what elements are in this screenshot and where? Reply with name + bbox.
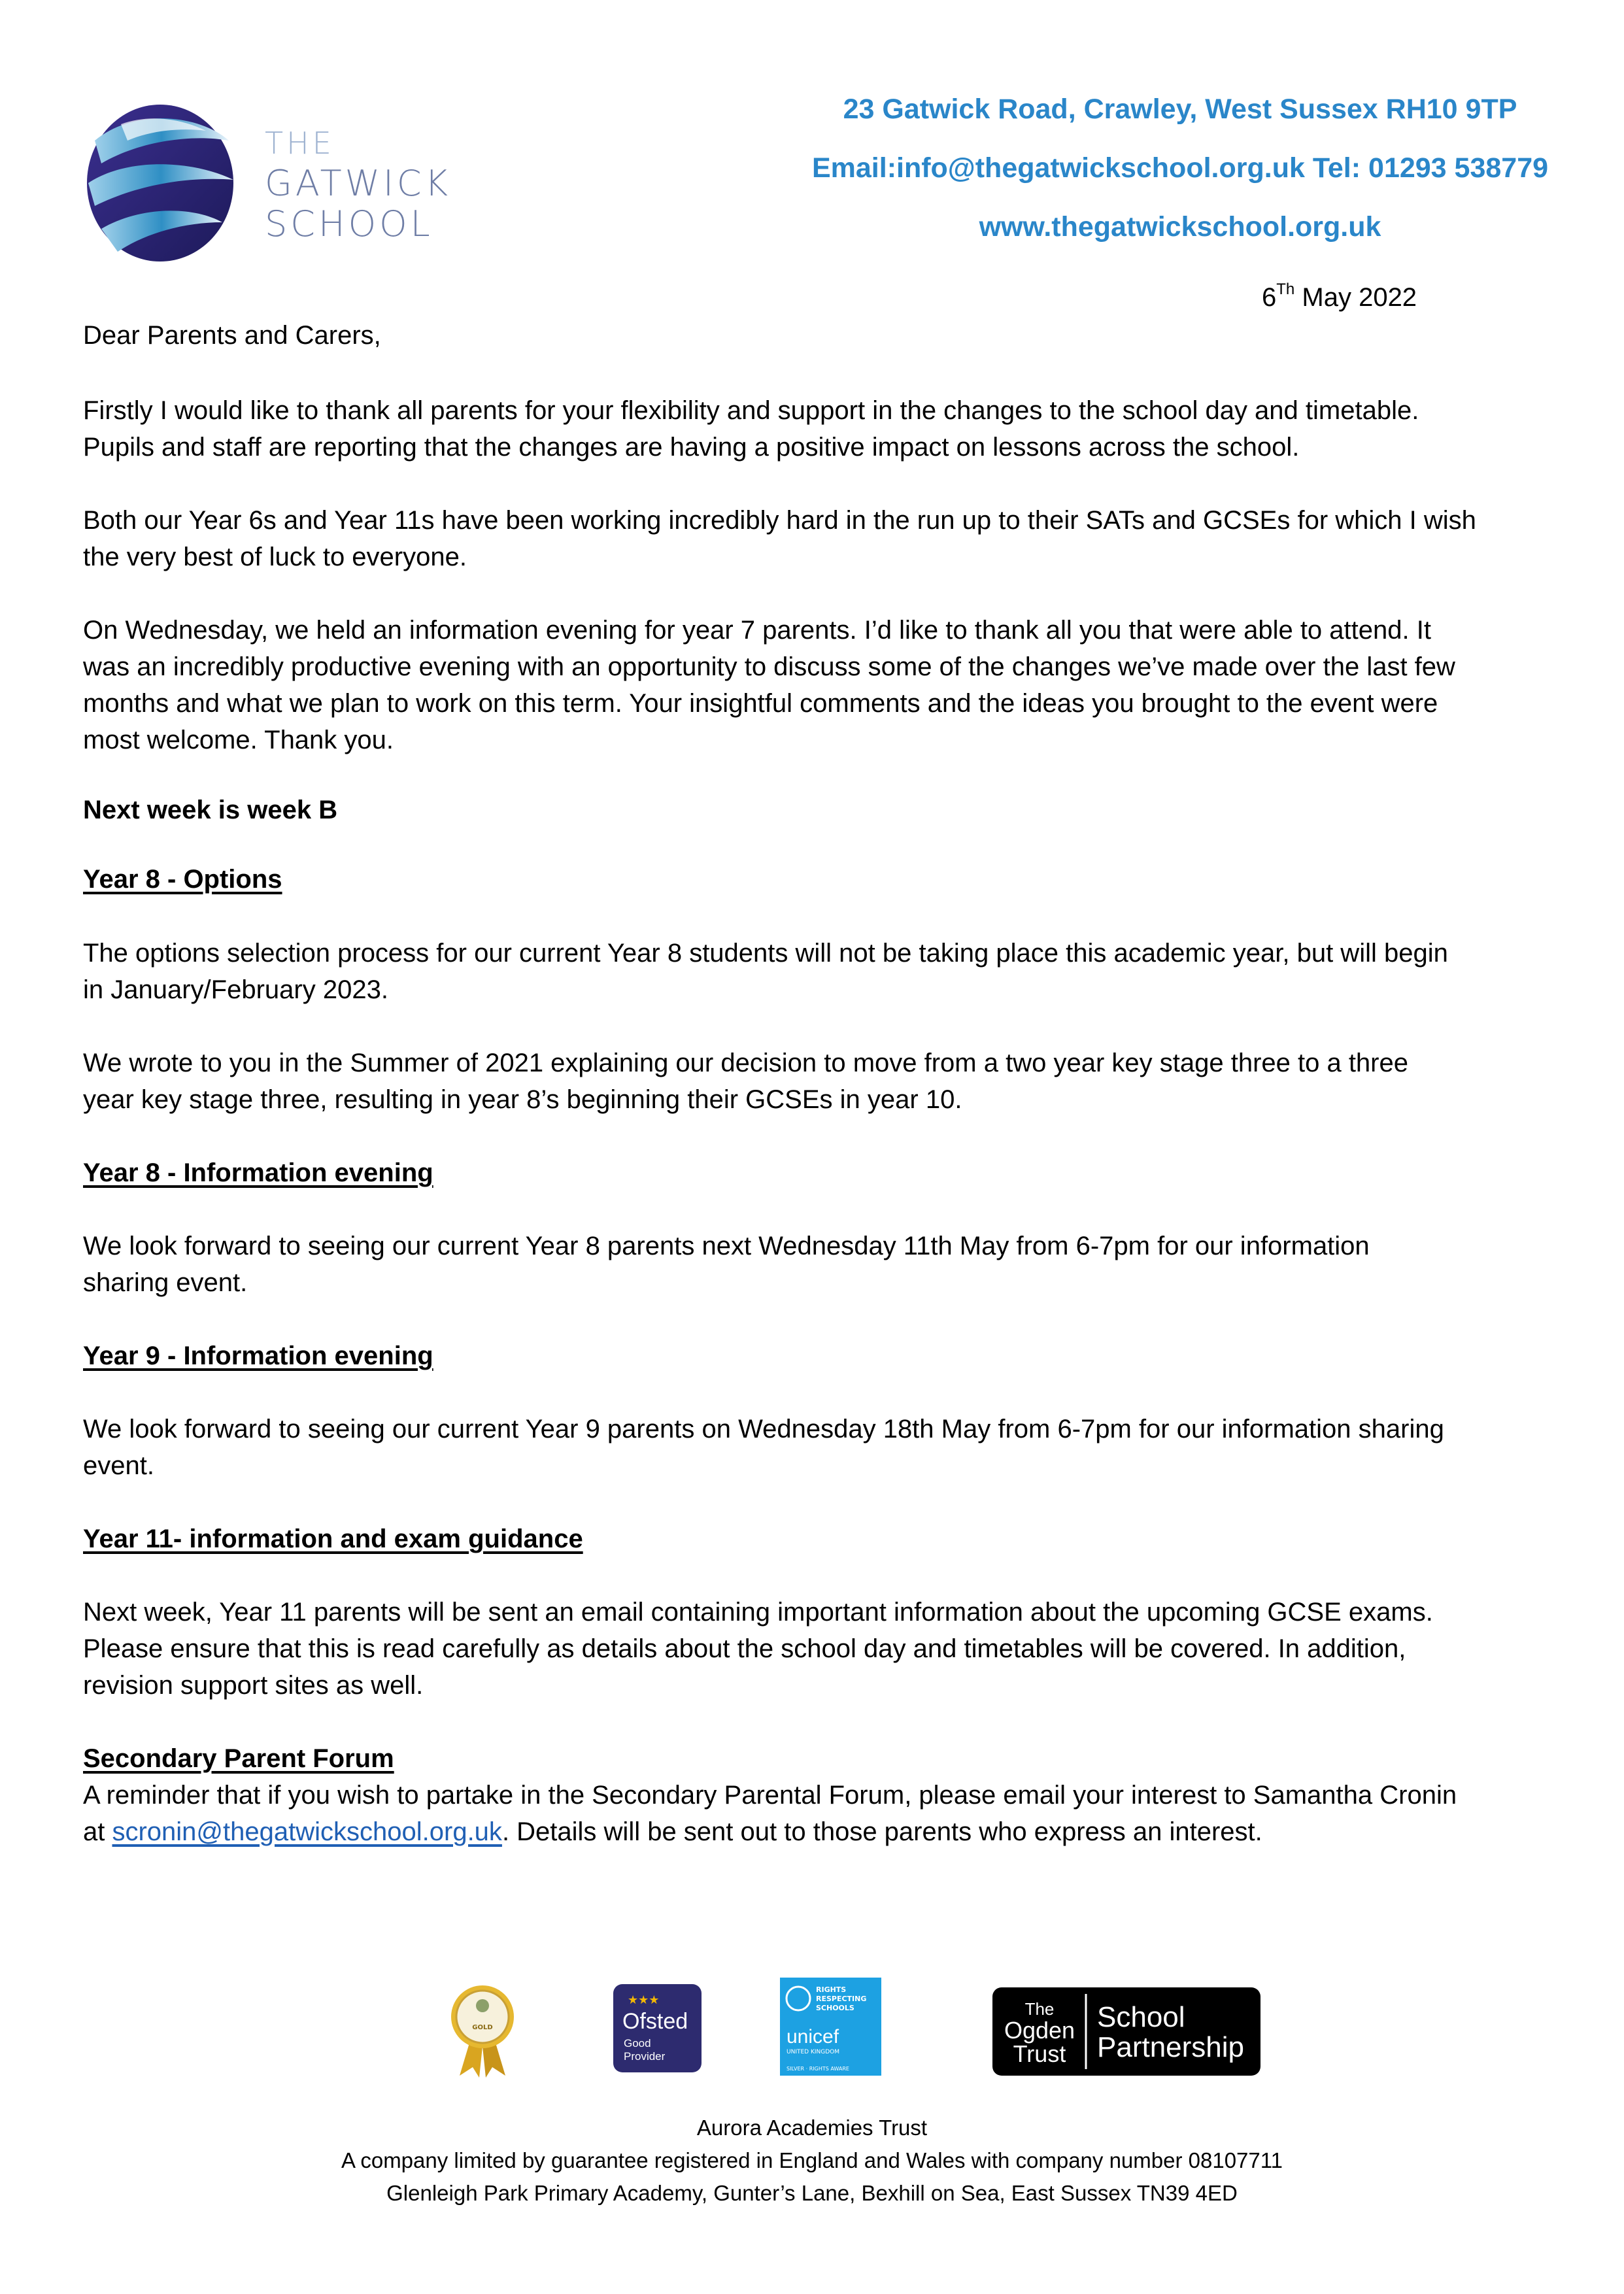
school-name (265, 123, 451, 245)
y11-line3: revision support sites as well. (83, 1671, 424, 1700)
unicef-name: unicef (787, 2026, 839, 2048)
heading-year11: Year 11- information and exam guidance (83, 1525, 583, 1553)
heading-parent-forum: Secondary Parent Forum (83, 1744, 394, 1773)
date-day: 6 (1262, 283, 1277, 312)
y11-line2: Please ensure that this is read carefully as details about the school day and timetables will be covered. In addition, (83, 1634, 1406, 1663)
ogden-line1: The (1024, 1999, 1055, 2019)
footer-trust: Aurora Academies Trust (696, 2116, 928, 2140)
ofsted-name: Ofsted (622, 2009, 688, 2034)
intro-p1-line1: Firstly I would like to thank all parents for your flexibility and support in the changes to the school day and timetable. (83, 396, 1419, 425)
logo-line-gatwick: GATWICK (265, 163, 452, 204)
gold-badge-label: GOLD (472, 2024, 493, 2031)
options-p2-line2: year key stage three, resulting in year 8’s beginning their GCSEs in year 10. (83, 1085, 962, 1114)
rights-line3: SCHOOLS (816, 2004, 854, 2012)
y9-evening-line1: We look forward to seeing our current Year 9 parents on Wednesday 18th May from 6-7pm for our information sharing (83, 1415, 1444, 1443)
gold-award-badge-icon (450, 1981, 515, 2079)
heading-year8-evening: Year 8 - Information evening (83, 1158, 433, 1187)
forum-email-link[interactable]: scronin@thegatwickschool.org.uk (112, 1817, 502, 1846)
options-p1-line1: The options selection process for our current Year 8 students will not be taking place this academic year, but will begin (83, 939, 1448, 968)
contact-website[interactable]: www.thegatwickschool.org.uk (979, 211, 1381, 243)
school-logo-icon (82, 95, 239, 271)
svg-text:★★★: ★★★ (628, 1993, 660, 2007)
ofsted-rating-good: Good (624, 2037, 651, 2049)
logo-line-the: THE (265, 126, 335, 161)
contact-address: 23 Gatwick Road, Crawley, West Sussex RH10 9TP (843, 93, 1517, 125)
y8-evening-line2: sharing event. (83, 1268, 248, 1297)
contact-email-phone[interactable]: Email:info@thegatwickschool.org.uk Tel: 01293 538779 (811, 152, 1549, 184)
y9-evening-line2: event. (83, 1451, 154, 1480)
ogden-trust-badge-icon (992, 1987, 1260, 2076)
y11-line1: Next week, Year 11 parents will be sent an email containing important information about the upcoming GCSE exams. (83, 1598, 1433, 1627)
unicef-rights-badge-icon (780, 1978, 881, 2076)
options-p1-line2: in January/February 2023. (83, 975, 388, 1004)
footer-address: Glenleigh Park Primary Academy, Gunter’s Lane, Bexhill on Sea, East Sussex TN39 4ED (386, 2181, 1238, 2205)
intro-p3-line2: was an incredibly productive evening with an opportunity to discuss some of the changes we’ve made over the last few (83, 652, 1455, 681)
rights-line2: RESPECTING (816, 1995, 867, 2003)
y8-evening-line1: We look forward to seeing our current Year 8 parents next Wednesday 11th May from 6-7pm for our information (83, 1232, 1370, 1260)
week-notice: Next week is week B (83, 796, 338, 824)
rights-line1: RIGHTS (816, 1985, 847, 1994)
intro-p2-line1: Both our Year 6s and Year 11s have been working incredibly hard in the run up to their SATs and GCSEs for which I wish (83, 506, 1476, 535)
unicef-sub: UNITED KINGDOM (787, 2049, 839, 2055)
intro-p3-line1: On Wednesday, we held an information evening for year 7 parents. I’d like to thank all you that were able to attend. It (83, 616, 1431, 645)
intro-p3-line3: months and what we plan to work on this term. Your insightful comments and the ideas you brought to the event were (83, 689, 1438, 718)
date-suffix: Th (1276, 280, 1295, 298)
forum-line2 (83, 1817, 1262, 1847)
heading-year9-evening: Year 9 - Information evening (83, 1341, 433, 1370)
footer-company: A company limited by guarantee registered in England and Wales with company number 08107711 (341, 2148, 1283, 2172)
heading-year8-options: Year 8 - Options (83, 865, 282, 894)
intro-p2-line2: the very best of luck to everyone. (83, 543, 467, 571)
salutation: Dear Parents and Carers, (83, 321, 381, 350)
forum-line2-suffix: . Details will be sent out to those parents who express an interest. (501, 1817, 1262, 1846)
intro-p1-line2: Pupils and staff are reporting that the changes are having a positive impact on lessons across the school. (83, 433, 1300, 462)
forum-line1: A reminder that if you wish to partake in the Secondary Parental Forum, please email your interest to Samantha Cronin (83, 1781, 1457, 1810)
options-p2-line1: We wrote to you in the Summer of 2021 explaining our decision to move from a two year key stage three to a three (83, 1049, 1408, 1077)
ofsted-rating-provider: Provider (624, 2050, 666, 2063)
partnership-line2: Partnership (1097, 2031, 1245, 2063)
ogden-line3: Trust (1013, 2040, 1066, 2067)
ogden-line2: Ogden (1004, 2017, 1075, 2044)
forum-line2-prefix: at (83, 1817, 112, 1846)
intro-p3-line4: most welcome. Thank you. (83, 726, 394, 754)
partnership-line1: School (1097, 2001, 1185, 2033)
contact-block (771, 80, 1589, 256)
logo-line-school: SCHOOL (265, 203, 433, 245)
letter-date (1262, 280, 1417, 312)
date-month-year: May 2022 (1302, 283, 1417, 312)
rights-award: SILVER · RIGHTS AWARE (787, 2066, 849, 2072)
ofsted-badge-icon (613, 1984, 702, 2072)
